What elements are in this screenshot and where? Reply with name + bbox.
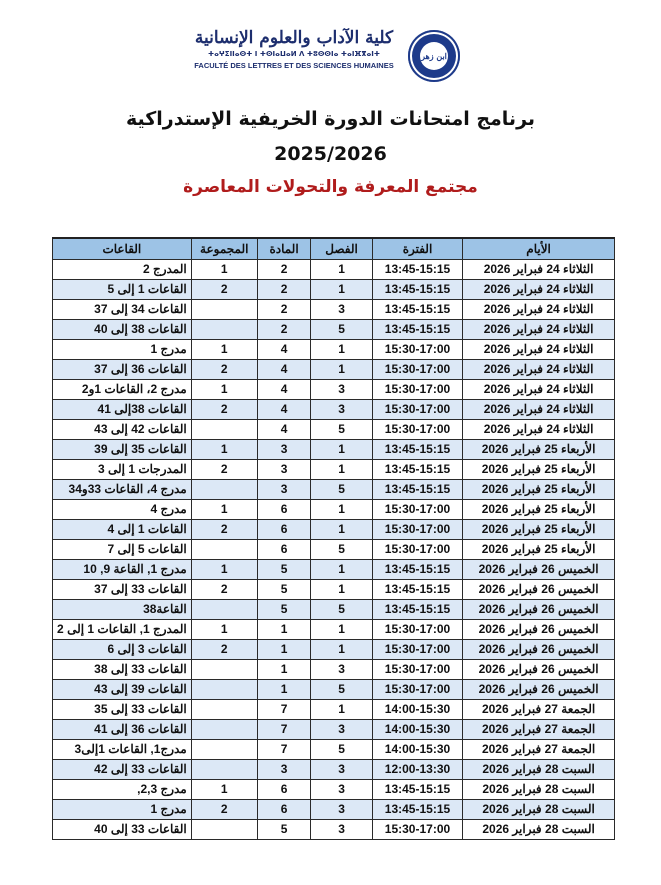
cell-day: الخميس 26 فبراير 2026 bbox=[463, 680, 615, 700]
cell-day: السبت 28 فبراير 2026 bbox=[463, 800, 615, 820]
column-header-days: الأيام bbox=[463, 238, 615, 260]
cell-day: الأربعاء 25 فبراير 2026 bbox=[463, 540, 615, 560]
cell-group bbox=[191, 760, 257, 780]
program-name: مجتمع المعرفة والتحولات المعاصرة bbox=[183, 177, 478, 197]
cell-rooms: مدرج 4، القاعات 33و34 bbox=[53, 480, 192, 500]
cell-module: 1 bbox=[257, 660, 311, 680]
cell-day: الخميس 26 فبراير 2026 bbox=[463, 580, 615, 600]
cell-rooms: القاعات 5 إلى 7 bbox=[53, 540, 192, 560]
column-header-module: المادة bbox=[257, 238, 311, 260]
column-header-rooms: القاعات bbox=[53, 238, 192, 260]
cell-group: 2 bbox=[191, 400, 257, 420]
cell-day: الجمعة 27 فبراير 2026 bbox=[463, 700, 615, 720]
cell-module: 3 bbox=[257, 480, 311, 500]
cell-module: 4 bbox=[257, 360, 311, 380]
cell-rooms: القاعات 33 إلى 37 bbox=[53, 580, 192, 600]
cell-period: 15:30-17:00 bbox=[372, 520, 462, 540]
cell-semester: 1 bbox=[311, 640, 372, 660]
cell-period: 15:30-17:00 bbox=[372, 360, 462, 380]
cell-period: 13:45-15:15 bbox=[372, 280, 462, 300]
cell-module: 4 bbox=[257, 340, 311, 360]
cell-day: الثلاثاء 24 فبراير 2026 bbox=[463, 320, 615, 340]
cell-period: 13:45-15:15 bbox=[372, 320, 462, 340]
table-row bbox=[53, 300, 615, 320]
cell-day: الثلاثاء 24 فبراير 2026 bbox=[463, 360, 615, 380]
cell-day: الثلاثاء 24 فبراير 2026 bbox=[463, 380, 615, 400]
table-row bbox=[53, 340, 615, 360]
document-title: برنامج امتحانات الدورة الخريفية الإستدراكية bbox=[125, 108, 536, 130]
cell-group: 2 bbox=[191, 640, 257, 660]
cell-period: 14:00-15:30 bbox=[372, 720, 462, 740]
cell-group: 2 bbox=[191, 800, 257, 820]
cell-semester: 1 bbox=[311, 500, 372, 520]
cell-module: 6 bbox=[257, 520, 311, 540]
cell-module: 6 bbox=[257, 780, 311, 800]
cell-module: 7 bbox=[257, 720, 311, 740]
cell-semester: 5 bbox=[311, 740, 372, 760]
table-row bbox=[53, 500, 615, 520]
cell-rooms: القاعات 33 إلى 35 bbox=[53, 700, 192, 720]
cell-period: 13:45-15:15 bbox=[372, 600, 462, 620]
table-row bbox=[53, 820, 615, 840]
logo-tifinagh-name: ⵜⴰⵖⵉⵏⵏⴰⵙⵜ ⵏ ⵜⵙⵏⴰⵡⴰⵍ ⴷ ⵜⵓⵙⵙⵏⴰ ⵜⴰⵏⴼⴳⴰⵏⵜ bbox=[207, 50, 381, 58]
cell-rooms: القاعات 33 إلى 40 bbox=[53, 820, 192, 840]
cell-rooms: القاعات 1 إلى 4 bbox=[53, 520, 192, 540]
cell-rooms: المدرج 2 bbox=[53, 260, 192, 280]
cell-module: 2 bbox=[257, 320, 311, 340]
table-row bbox=[53, 780, 615, 800]
cell-rooms: القاعة38 bbox=[53, 600, 192, 620]
cell-group: 1 bbox=[191, 620, 257, 640]
cell-group: 2 bbox=[191, 280, 257, 300]
cell-rooms: القاعات 33 إلى 38 bbox=[53, 660, 192, 680]
cell-semester: 3 bbox=[311, 780, 372, 800]
cell-group bbox=[191, 420, 257, 440]
cell-period: 15:30-17:00 bbox=[372, 620, 462, 640]
cell-day: الأربعاء 25 فبراير 2026 bbox=[463, 460, 615, 480]
cell-rooms: القاعات 36 إلى 41 bbox=[53, 720, 192, 740]
cell-period: 14:00-15:30 bbox=[372, 740, 462, 760]
cell-day: الأربعاء 25 فبراير 2026 bbox=[463, 440, 615, 460]
cell-day: السبت 28 فبراير 2026 bbox=[463, 820, 615, 840]
cell-group: 1 bbox=[191, 500, 257, 520]
cell-period: 15:30-17:00 bbox=[372, 420, 462, 440]
logo-text-block bbox=[188, 28, 400, 72]
cell-group: 1 bbox=[191, 380, 257, 400]
cell-period: 15:30-17:00 bbox=[372, 680, 462, 700]
table-header-row bbox=[53, 238, 615, 260]
cell-day: الخميس 26 فبراير 2026 bbox=[463, 600, 615, 620]
column-header-group: المجموعة bbox=[191, 238, 257, 260]
cell-period: 13:45-15:15 bbox=[372, 440, 462, 460]
cell-group bbox=[191, 660, 257, 680]
cell-module: 6 bbox=[257, 540, 311, 560]
table-row bbox=[53, 520, 615, 540]
cell-module: 3 bbox=[257, 760, 311, 780]
faculty-logo bbox=[188, 28, 478, 84]
table-row bbox=[53, 540, 615, 560]
cell-period: 13:45-15:15 bbox=[372, 460, 462, 480]
cell-group bbox=[191, 680, 257, 700]
cell-group bbox=[191, 320, 257, 340]
table-row bbox=[53, 320, 615, 340]
cell-group bbox=[191, 700, 257, 720]
table-row bbox=[53, 480, 615, 500]
cell-semester: 5 bbox=[311, 420, 372, 440]
cell-day: الثلاثاء 24 فبراير 2026 bbox=[463, 420, 615, 440]
cell-group bbox=[191, 720, 257, 740]
cell-semester: 3 bbox=[311, 820, 372, 840]
cell-day: الثلاثاء 24 فبراير 2026 bbox=[463, 300, 615, 320]
cell-day: الثلاثاء 24 فبراير 2026 bbox=[463, 400, 615, 420]
table-row bbox=[53, 800, 615, 820]
logo-arabic-name: كلية الآداب والعلوم الإنسانية bbox=[194, 28, 394, 48]
cell-period: 15:30-17:00 bbox=[372, 500, 462, 520]
cell-day: الخميس 26 فبراير 2026 bbox=[463, 660, 615, 680]
cell-period: 15:30-17:00 bbox=[372, 400, 462, 420]
cell-day: الخميس 26 فبراير 2026 bbox=[463, 620, 615, 640]
cell-rooms: مدرج 1 bbox=[53, 800, 192, 820]
cell-semester: 1 bbox=[311, 340, 372, 360]
table-row bbox=[53, 360, 615, 380]
table-row bbox=[53, 280, 615, 300]
cell-period: 15:30-17:00 bbox=[372, 340, 462, 360]
cell-semester: 3 bbox=[311, 800, 372, 820]
cell-group bbox=[191, 540, 257, 560]
cell-group: 2 bbox=[191, 360, 257, 380]
cell-semester: 3 bbox=[311, 300, 372, 320]
cell-day: الأربعاء 25 فبراير 2026 bbox=[463, 500, 615, 520]
cell-day: الثلاثاء 24 فبراير 2026 bbox=[463, 340, 615, 360]
cell-period: 15:30-17:00 bbox=[372, 820, 462, 840]
cell-rooms: مدرج 1, القاعة 9, 10 bbox=[53, 560, 192, 580]
cell-semester: 3 bbox=[311, 720, 372, 740]
cell-rooms: مدرج 2، القاعات 1و2 bbox=[53, 380, 192, 400]
cell-day: الجمعة 27 فبراير 2026 bbox=[463, 720, 615, 740]
table-body bbox=[53, 260, 615, 840]
cell-module: 6 bbox=[257, 800, 311, 820]
cell-period: 13:45-15:15 bbox=[372, 580, 462, 600]
cell-module: 2 bbox=[257, 280, 311, 300]
cell-day: الخميس 26 فبراير 2026 bbox=[463, 640, 615, 660]
cell-group: 2 bbox=[191, 580, 257, 600]
cell-day: الثلاثاء 24 فبراير 2026 bbox=[463, 260, 615, 280]
cell-day: الثلاثاء 24 فبراير 2026 bbox=[463, 280, 615, 300]
cell-semester: 3 bbox=[311, 400, 372, 420]
cell-rooms: المدرجات 1 إلى 3 bbox=[53, 460, 192, 480]
table-row bbox=[53, 600, 615, 620]
cell-semester: 5 bbox=[311, 600, 372, 620]
table-row bbox=[53, 400, 615, 420]
cell-semester: 1 bbox=[311, 700, 372, 720]
table-row bbox=[53, 580, 615, 600]
cell-day: الجمعة 27 فبراير 2026 bbox=[463, 740, 615, 760]
cell-rooms: مدرج1, القاعات 1إلى3 bbox=[53, 740, 192, 760]
cell-semester: 5 bbox=[311, 320, 372, 340]
table-row bbox=[53, 420, 615, 440]
university-seal-icon bbox=[408, 30, 460, 82]
academic-year: 2025/2026 bbox=[274, 143, 387, 165]
cell-period: 13:45-15:15 bbox=[372, 780, 462, 800]
cell-period: 15:30-17:00 bbox=[372, 380, 462, 400]
cell-group: 1 bbox=[191, 340, 257, 360]
cell-module: 2 bbox=[257, 300, 311, 320]
cell-rooms: القاعات 1 إلى 5 bbox=[53, 280, 192, 300]
cell-semester: 1 bbox=[311, 280, 372, 300]
cell-rooms: القاعات 35 إلى 39 bbox=[53, 440, 192, 460]
table-row bbox=[53, 760, 615, 780]
cell-semester: 1 bbox=[311, 620, 372, 640]
column-header-period: الفترة bbox=[372, 238, 462, 260]
cell-module: 7 bbox=[257, 700, 311, 720]
cell-group bbox=[191, 300, 257, 320]
cell-period: 14:00-15:30 bbox=[372, 700, 462, 720]
cell-group bbox=[191, 820, 257, 840]
cell-group: 1 bbox=[191, 260, 257, 280]
table-row bbox=[53, 680, 615, 700]
table-row bbox=[53, 260, 615, 280]
cell-group: 1 bbox=[191, 440, 257, 460]
cell-module: 1 bbox=[257, 640, 311, 660]
cell-module: 7 bbox=[257, 740, 311, 760]
cell-period: 12:00-13:30 bbox=[372, 760, 462, 780]
cell-period: 15:30-17:00 bbox=[372, 640, 462, 660]
table-row bbox=[53, 380, 615, 400]
logo-french-name: FACULTÉ DES LETTRES ET DES SCIENCES HUMAINES bbox=[194, 61, 394, 70]
cell-module: 5 bbox=[257, 580, 311, 600]
cell-rooms: القاعات 39 إلى 43 bbox=[53, 680, 192, 700]
cell-rooms: المدرج 1, القاعات 1 إلى 2 bbox=[53, 620, 192, 640]
cell-rooms: القاعات 42 إلى 43 bbox=[53, 420, 192, 440]
cell-day: الأربعاء 25 فبراير 2026 bbox=[463, 520, 615, 540]
table-row bbox=[53, 640, 615, 660]
cell-module: 3 bbox=[257, 440, 311, 460]
cell-semester: 1 bbox=[311, 580, 372, 600]
table-row bbox=[53, 740, 615, 760]
cell-group: 2 bbox=[191, 520, 257, 540]
cell-rooms: القاعات 38 إلى 40 bbox=[53, 320, 192, 340]
cell-group bbox=[191, 480, 257, 500]
cell-period: 13:45-15:15 bbox=[372, 560, 462, 580]
cell-rooms: القاعات 3 إلى 6 bbox=[53, 640, 192, 660]
cell-day: الخميس 26 فبراير 2026 bbox=[463, 560, 615, 580]
cell-day: السبت 28 فبراير 2026 bbox=[463, 760, 615, 780]
table-row bbox=[53, 560, 615, 580]
cell-rooms: مدرج 4 bbox=[53, 500, 192, 520]
cell-day: الأربعاء 25 فبراير 2026 bbox=[463, 480, 615, 500]
cell-module: 1 bbox=[257, 620, 311, 640]
cell-period: 15:30-17:00 bbox=[372, 660, 462, 680]
table-row bbox=[53, 440, 615, 460]
table-row bbox=[53, 720, 615, 740]
cell-semester: 1 bbox=[311, 360, 372, 380]
cell-semester: 5 bbox=[311, 540, 372, 560]
cell-module: 4 bbox=[257, 400, 311, 420]
cell-day: السبت 28 فبراير 2026 bbox=[463, 780, 615, 800]
table-row bbox=[53, 660, 615, 680]
cell-module: 5 bbox=[257, 560, 311, 580]
cell-period: 15:30-17:00 bbox=[372, 540, 462, 560]
cell-rooms: القاعات 36 إلى 37 bbox=[53, 360, 192, 380]
cell-rooms: مدرج 2,3, bbox=[53, 780, 192, 800]
cell-period: 13:45-15:15 bbox=[372, 260, 462, 280]
cell-semester: 3 bbox=[311, 660, 372, 680]
cell-rooms: القاعات 34 إلى 37 bbox=[53, 300, 192, 320]
cell-semester: 3 bbox=[311, 760, 372, 780]
cell-group: 1 bbox=[191, 560, 257, 580]
cell-semester: 1 bbox=[311, 560, 372, 580]
cell-group bbox=[191, 740, 257, 760]
cell-semester: 1 bbox=[311, 460, 372, 480]
cell-rooms: القاعات 38إلى 41 bbox=[53, 400, 192, 420]
table-row bbox=[53, 700, 615, 720]
cell-period: 13:45-15:15 bbox=[372, 480, 462, 500]
cell-semester: 1 bbox=[311, 440, 372, 460]
cell-semester: 5 bbox=[311, 480, 372, 500]
cell-semester: 1 bbox=[311, 520, 372, 540]
cell-semester: 3 bbox=[311, 380, 372, 400]
cell-module: 5 bbox=[257, 600, 311, 620]
column-header-semester: الفصل bbox=[311, 238, 372, 260]
cell-group: 2 bbox=[191, 460, 257, 480]
cell-module: 5 bbox=[257, 820, 311, 840]
seal-monogram: ابن زهر bbox=[420, 42, 448, 70]
cell-module: 4 bbox=[257, 380, 311, 400]
cell-rooms: مدرج 1 bbox=[53, 340, 192, 360]
cell-module: 1 bbox=[257, 680, 311, 700]
table-row bbox=[53, 620, 615, 640]
cell-period: 13:45-15:15 bbox=[372, 800, 462, 820]
cell-module: 4 bbox=[257, 420, 311, 440]
cell-semester: 5 bbox=[311, 680, 372, 700]
cell-rooms: القاعات 33 إلى 42 bbox=[53, 760, 192, 780]
cell-semester: 1 bbox=[311, 260, 372, 280]
cell-period: 13:45-15:15 bbox=[372, 300, 462, 320]
cell-module: 3 bbox=[257, 460, 311, 480]
cell-group bbox=[191, 600, 257, 620]
cell-module: 6 bbox=[257, 500, 311, 520]
exam-schedule-table bbox=[52, 237, 615, 840]
table-row bbox=[53, 460, 615, 480]
cell-module: 2 bbox=[257, 260, 311, 280]
cell-group: 1 bbox=[191, 780, 257, 800]
